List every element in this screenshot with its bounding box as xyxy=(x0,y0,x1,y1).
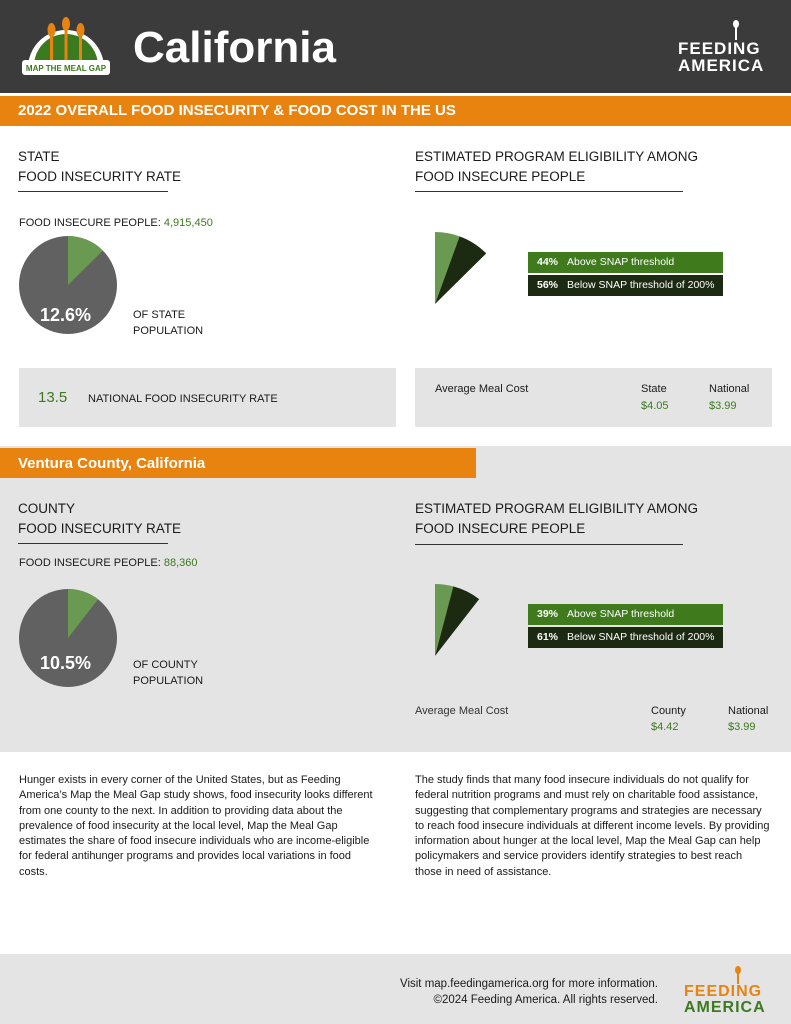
state-heading-line-2: FOOD INSECURITY RATE xyxy=(18,169,182,184)
state-above-pct: 44% xyxy=(537,256,559,268)
state-meal-col-2: National xyxy=(709,383,750,395)
state-pop-line-1: OF STATE xyxy=(133,309,186,321)
national-rate-value: 13.5 xyxy=(38,389,68,406)
state-people-value: 4,915,450 xyxy=(163,217,213,229)
county-below-label: Below SNAP threshold of 200% xyxy=(567,631,715,643)
map-the-meal-gap-logo xyxy=(20,8,112,84)
county-below-pct: 61% xyxy=(537,631,559,643)
brand-line-1: FEEDING xyxy=(678,39,761,58)
state-heading-line-1: STATE xyxy=(18,149,60,164)
state-legend-above xyxy=(528,252,723,273)
footer-feeding-america-logo xyxy=(680,966,772,1016)
county-meal-val-2: $3.99 xyxy=(728,721,756,733)
state-eligibility-rule xyxy=(415,191,683,192)
national-rate-label: NATIONAL FOOD INSECURITY RATE xyxy=(88,393,278,405)
footer-line-1: Visit map.feedingamerica.org for more information. xyxy=(399,978,658,990)
county-eligibility-rule xyxy=(415,544,683,545)
county-banner-text: Ventura County, California xyxy=(18,455,206,472)
county-people-label: FOOD INSECURE PEOPLE: xyxy=(19,557,164,569)
state-eligibility-chart xyxy=(432,228,492,308)
state-meal-cost-label: Average Meal Cost xyxy=(435,383,529,395)
state-eligibility-heading xyxy=(415,147,698,187)
state-rate-value: 12.6% xyxy=(40,305,92,325)
state-above-label: Above SNAP threshold xyxy=(567,256,675,268)
county-meal-cost-label: Average Meal Cost xyxy=(415,705,509,717)
county-rate-value: 10.5% xyxy=(40,653,92,673)
county-heading xyxy=(18,499,181,539)
body-paragraph-left: Hunger exists in every corner of the United States, but as Feeding America’s Map the Meal Gap study shows, food insecurity looks different from one county to the next. In addition to providing data about the prevalence of food insecurity at the local level, Map the Meal Gap estimates the share of food insecure individuals who are income-eligible for federal antihunger programs and provides local variations in food costs. xyxy=(19,774,373,878)
county-elig-line-1: ESTIMATED PROGRAM ELIGIBILITY AMONG xyxy=(415,501,699,516)
brand-line-2: AMERICA xyxy=(678,56,765,75)
state-elig-line-1: ESTIMATED PROGRAM ELIGIBILITY AMONG xyxy=(415,149,699,164)
county-people-value: 88,360 xyxy=(163,557,198,569)
county-above-pct: 39% xyxy=(537,608,559,620)
state-meal-val-2: $3.99 xyxy=(709,400,737,412)
footer-line-2: ©2024 Feeding America. All rights reserved. xyxy=(433,994,658,1006)
state-heading-rule xyxy=(18,191,168,192)
footer-brand-line-1: FEEDING xyxy=(684,983,763,1000)
banner-rest: FOOD INSECURITY & FOOD COST IN THE US xyxy=(126,102,456,119)
logo-text: MAP THE MEAL GAP xyxy=(25,64,107,73)
county-people xyxy=(19,556,198,570)
state-people-label: FOOD INSECURE PEOPLE: xyxy=(19,217,164,229)
county-heading-rule xyxy=(18,543,168,544)
state-meal-cost-box xyxy=(415,368,772,427)
county-meal-val-1: $4.42 xyxy=(651,721,679,733)
county-eligibility-heading xyxy=(415,499,698,539)
county-eligibility-chart xyxy=(432,580,492,660)
county-pop-line-2: POPULATION xyxy=(133,675,204,687)
county-above-label: Above SNAP threshold xyxy=(567,608,675,620)
county-elig-line-2: FOOD INSECURE PEOPLE xyxy=(415,521,586,536)
state-legend-below xyxy=(528,275,723,296)
footer-brand-line-2: AMERICA xyxy=(684,999,766,1016)
banner-bold: 2022 OVERALL xyxy=(18,102,127,119)
state-pop-line-2: POPULATION xyxy=(133,325,204,337)
county-heading-line-1: COUNTY xyxy=(18,501,75,516)
state-below-pct: 56% xyxy=(537,279,559,291)
state-elig-line-2: FOOD INSECURE PEOPLE xyxy=(415,169,586,184)
wheat-icon xyxy=(730,20,742,40)
state-pop-label xyxy=(133,307,203,339)
state-meal-val-1: $4.05 xyxy=(641,400,669,412)
state-below-label: Below SNAP threshold of 200% xyxy=(567,279,715,291)
overall-banner-text xyxy=(18,102,456,120)
state-meal-col-1: State xyxy=(641,383,667,395)
county-legend-below xyxy=(528,627,723,648)
page-title: California xyxy=(133,23,336,72)
county-legend-above xyxy=(528,604,723,625)
feeding-america-logo xyxy=(672,20,776,74)
county-meal-col-1: County xyxy=(651,705,686,717)
footer-wheat-icon xyxy=(732,966,744,984)
county-heading-line-2: FOOD INSECURITY RATE xyxy=(18,521,182,536)
county-pop-line-1: OF COUNTY xyxy=(133,659,198,671)
county-meal-col-2: National xyxy=(728,705,769,717)
state-heading xyxy=(18,147,181,187)
state-people xyxy=(19,216,213,230)
county-pop-label xyxy=(133,657,203,689)
body-paragraph-right: The study finds that many food insecure individuals do not qualify for federal nutrition programs and must rely on charitable food assistance, suggesting that complementary programs and strategies are necessary to reach food insecure individuals at different income levels. By providing information about hunger at the local level, Map the Meal Gap can help policymakers and service providers identify strategies to best reach those in need of assistance. xyxy=(415,774,770,878)
